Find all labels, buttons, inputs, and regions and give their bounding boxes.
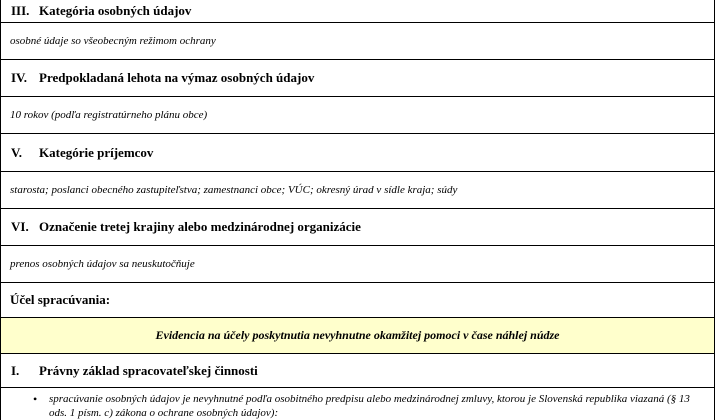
bullet-text: spracúvanie osobných údajov je nevyhnutné podľa osobitného predpisu alebo medzinárodnej zmluvy, ktorou je Slovenská republika viazaná (§ 13 ods. 1 písm. c) zákona o ochrane osobných údajov): bbox=[49, 393, 690, 419]
bullet-icon: • bbox=[33, 392, 38, 406]
section-value-text: starosta; poslanci obecného zastupiteľstva; zamestnanci obce; VÚC; okresný úrad v sídle kraja; súdy bbox=[10, 184, 458, 196]
section-title: Kategórie príjemcov bbox=[39, 144, 154, 160]
section-header-iii bbox=[0, 0, 715, 23]
purpose-heading: Účel spracúvania: bbox=[10, 292, 111, 307]
bullet-item bbox=[1, 388, 693, 420]
section-title: Právny základ spracovateľskej činnosti bbox=[39, 362, 258, 378]
section-value-text: prenos osobných údajov sa neuskutočňuje bbox=[10, 258, 195, 270]
section-header-vi bbox=[0, 209, 715, 246]
section-header-v bbox=[0, 134, 715, 172]
section-value-text: 10 rokov (podľa registratúrneho plánu obce) bbox=[10, 109, 208, 121]
purpose-heading-row bbox=[0, 283, 715, 318]
section-number: I. bbox=[11, 362, 20, 378]
section-header-iv bbox=[0, 60, 715, 97]
section-value-vi bbox=[0, 246, 715, 283]
section-number: V. bbox=[11, 144, 22, 160]
purpose-value-row bbox=[0, 318, 715, 354]
section-header-i bbox=[0, 354, 715, 388]
section-value-iii bbox=[0, 23, 715, 60]
section-title: Predpokladaná lehota na výmaz osobných údajov bbox=[39, 70, 315, 85]
section-number: III. bbox=[11, 3, 30, 18]
section-value-v bbox=[0, 172, 715, 209]
section-title: Označenie tretej krajiny alebo medzinárodnej organizácie bbox=[39, 219, 361, 234]
purpose-value: Evidencia na účely poskytnutia nevyhnutne okamžitej pomoci v čase náhlej núdze bbox=[155, 328, 560, 342]
section-title: Kategória osobných údajov bbox=[39, 3, 192, 18]
section-number: VI. bbox=[11, 219, 29, 234]
section-value-iv bbox=[0, 97, 715, 134]
legal-basis-body bbox=[0, 388, 715, 420]
section-value-text: osobné údaje so všeobecným režimom ochrany bbox=[10, 35, 216, 47]
section-number: IV. bbox=[11, 70, 28, 85]
